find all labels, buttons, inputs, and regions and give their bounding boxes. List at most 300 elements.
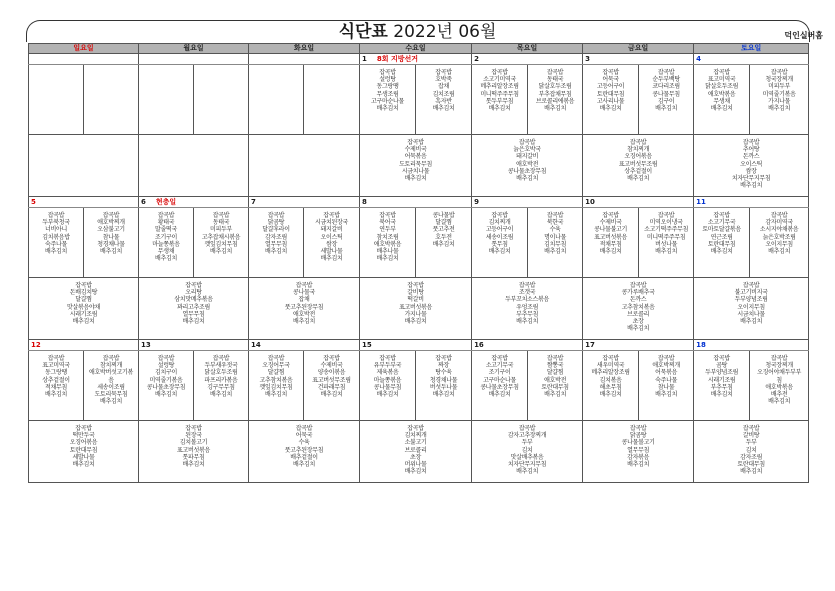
menu-item: 배추김치 <box>655 105 678 113</box>
date-number: 2 <box>474 55 479 63</box>
menu-item: 잡곡밥 <box>75 425 92 432</box>
menu-item: 꽈리고추조림 <box>177 303 211 311</box>
menu-item: 소시지야채볶음 <box>759 226 799 234</box>
menu-item: 양송이볶음 <box>317 369 346 377</box>
menu-item: 잡곡밥 <box>295 282 313 289</box>
menu-item: 잡곡밥 <box>157 355 175 362</box>
menu-item: 어묵볶음 <box>655 369 678 377</box>
weekday-header: 일요일 <box>29 44 139 54</box>
menu-item: 쌈장 <box>745 167 757 175</box>
menu-item: 북한국 <box>546 219 564 227</box>
menu-item: 너비아니 <box>45 226 67 234</box>
menu-item: 침 <box>776 376 782 384</box>
menu-item: 탕수육 <box>435 369 452 377</box>
menu-item: 배추김치 <box>768 398 791 406</box>
date-cell <box>472 340 583 351</box>
meal-menu <box>360 208 416 278</box>
menu-item: 돼지갈비 <box>516 153 539 161</box>
menu-item: 조기구이 <box>488 369 511 377</box>
date-number: 1 <box>362 55 367 63</box>
menu-item: 소고기무국 <box>485 362 514 370</box>
menu-item: 브로콜리 <box>627 310 650 318</box>
menu-item: 어묵볶음 <box>404 153 427 161</box>
menu-item: 토란대무침 <box>69 446 98 454</box>
menu-item: 순두부백탕 <box>652 76 680 84</box>
menu-item: 어묵국 <box>295 432 313 440</box>
menu-item: 참나물 <box>657 383 675 391</box>
menu-item: 돈까스 <box>742 153 760 161</box>
meal-menu <box>639 351 694 421</box>
menu-item: 잡곡밥 <box>379 355 396 362</box>
menu-item: 배추김치 <box>740 468 763 476</box>
menu-item: 고등어구이 <box>596 83 625 91</box>
menu-item: 잡곡밥 <box>657 69 675 76</box>
date-number: 16 <box>474 341 484 349</box>
meal-menu <box>583 351 639 421</box>
title-date: 2022년 06월 <box>387 22 497 42</box>
menu-item: 잡곡밥 <box>546 69 564 76</box>
menu-item: 부추무침 <box>516 310 539 318</box>
menu-item: 제육볶음 <box>376 369 399 377</box>
menu-item: 짜장 <box>438 362 450 370</box>
menu-item: 잡곡밥 <box>657 355 675 362</box>
menu-item: 달걀찜 <box>435 219 452 227</box>
menu-item: 오이지무침 <box>737 303 765 311</box>
menu-item: 갈비탕 <box>407 289 424 297</box>
meal-menu <box>29 208 84 278</box>
menu-item: 잡곡밥 <box>629 425 647 432</box>
menu-item: 김치찌개 <box>404 432 427 440</box>
menu-item: 상추겉절이 <box>624 167 652 175</box>
date-cell <box>360 54 472 65</box>
menu-item: 추어탕 <box>742 146 760 154</box>
menu-item: 잡곡밥 <box>407 282 424 289</box>
menu-item: 애호박볶음 <box>765 383 793 391</box>
menu-item: 잡곡밥 <box>546 355 564 362</box>
menu-item: 코다리조림 <box>652 83 680 91</box>
menu-item: 애호박전 <box>544 376 567 384</box>
menu-item: 잡곡밥 <box>435 355 452 362</box>
menu-item: 김치볶음밥 <box>42 233 70 241</box>
menu-item: 표고버섯무조림 <box>618 160 658 168</box>
meal-menu <box>139 278 249 340</box>
menu-item: 도토리묵무침 <box>399 160 433 168</box>
menu-item: 고추참치볶음 <box>621 303 655 311</box>
date-cell <box>360 340 472 351</box>
menu-item: 호두전 <box>435 233 452 241</box>
menu-item: 콩가루배추국 <box>621 289 655 297</box>
menu-item: 초장 <box>410 453 422 461</box>
meal-menu <box>472 278 583 340</box>
menu-item: 고추잡채시볶음 <box>201 233 241 241</box>
meal-menu <box>528 351 583 421</box>
date-number: 4 <box>696 55 701 63</box>
menu-item: 마늘쫑볶음 <box>373 376 402 384</box>
menu-item: 새우미역국 <box>596 362 625 370</box>
meal-menu <box>29 278 139 340</box>
meal-menu <box>528 65 583 135</box>
meal-menu <box>194 208 249 278</box>
meal-menu <box>416 65 472 135</box>
menu-item: 시금치된장국 <box>315 219 349 227</box>
menu-item: 닭살호두조림 <box>204 369 238 377</box>
menu-item: 배추나물 <box>376 248 399 256</box>
weekday-header: 토요일 <box>694 44 809 54</box>
menu-item: 김치 <box>745 446 757 454</box>
menu-item: 배추김치 <box>768 105 791 113</box>
menu-item: 맛살볶음야채 <box>67 303 100 311</box>
menu-item: 버섯두나물 <box>429 383 458 391</box>
menu-item: 건파래무침 <box>317 383 346 391</box>
menu-item: 배추김치 <box>710 105 733 113</box>
menu-item: 돈배김치탕 <box>69 289 98 297</box>
menu-item: 가지나물 <box>404 310 427 318</box>
menu-item: 배추김치 <box>320 255 343 263</box>
meal-menu <box>360 278 472 340</box>
menu-item: 콩나물볼고기 <box>621 439 655 447</box>
menu-item: 배추김치 <box>544 391 567 399</box>
date-row <box>29 197 809 208</box>
menu-item: 미피두부 <box>768 83 791 91</box>
menu-item: 잡곡밥 <box>267 212 285 219</box>
menu-item: 세발나물 <box>72 453 95 461</box>
menu-item: 참나물 <box>102 233 120 241</box>
menu-item: 애호박찌개 <box>652 362 680 370</box>
menu-item: 수제비국 <box>404 146 427 154</box>
meal-menu <box>416 208 472 278</box>
date-number: 17 <box>585 341 595 349</box>
menu-item: 콩나물무침 <box>652 90 680 98</box>
menu-item: 배추김치 <box>265 391 288 399</box>
menu-item: 깻잎김치무침 <box>204 240 238 248</box>
meal-menu <box>139 135 249 197</box>
menu-item: 열무무침 <box>265 240 288 248</box>
menu-item: 배추김치 <box>432 105 455 113</box>
menu-item: 톳무침 <box>491 240 508 248</box>
date-cell <box>249 54 360 65</box>
menu-item: 닭살호두조림 <box>705 83 739 91</box>
menu-item: 미역줄기볶음 <box>149 376 183 384</box>
menu-item: 배추김치 <box>740 182 763 190</box>
meal-menu <box>249 208 304 278</box>
menu-item: 소불고기 <box>404 439 427 447</box>
menu-item: 동그랑땡 <box>376 83 399 91</box>
meal-menu <box>694 421 809 483</box>
meal-menu <box>139 208 194 278</box>
menu-item: 유부두부국 <box>373 362 402 370</box>
menu-item: 두부양념조림 <box>734 296 768 304</box>
menu-item: 잡곡밥 <box>629 282 647 289</box>
menu-item: 표고버섯볶음 <box>594 233 628 241</box>
menu-item: 상추겉절이 <box>42 376 70 384</box>
menu-item: 배추김치 <box>710 248 733 256</box>
menu-item: 조갯국 <box>518 289 536 297</box>
menu-item: 숙주나물 <box>655 376 678 384</box>
menu-item: 흑자반 <box>435 97 452 105</box>
menu-item: 연두부 <box>379 226 396 234</box>
menu-item: 배추김치 <box>488 248 511 256</box>
meal-menu <box>360 65 416 135</box>
menu-item: 참치찌개 <box>100 362 122 370</box>
meal-menu <box>360 421 472 483</box>
menu-item: 배추김치 <box>599 391 622 399</box>
menu-item: 소고기무국 <box>707 219 736 227</box>
menu-item: 수제비국 <box>320 362 343 370</box>
menu-item: 토마토달걀볶음 <box>702 226 741 234</box>
menu-item: 세발나물 <box>320 248 343 256</box>
meal-menu <box>360 351 416 421</box>
menu-item: 배추김치 <box>100 248 122 256</box>
menu-item: 콩나물밥 <box>432 212 455 219</box>
menu-item: 수육 <box>549 226 561 234</box>
menu-item: 잡곡밥 <box>379 69 396 76</box>
weekday-header: 목요일 <box>472 44 583 54</box>
menu-item: 풋고추전 <box>432 226 455 234</box>
meal-menu <box>249 421 360 483</box>
menu-item: 해초무침 <box>599 383 622 391</box>
meal-menu <box>472 421 583 483</box>
menu-item: 잡곡밥 <box>770 69 788 76</box>
menu-item: 늙은호박조림 <box>762 233 796 241</box>
menu-item: 잡곡밥 <box>47 212 65 219</box>
menu-item: 적채무침 <box>599 240 622 248</box>
menu-item: 고구마순나물 <box>371 97 405 105</box>
menu-item: 배추김치 <box>627 325 650 333</box>
meal-menu <box>139 421 249 483</box>
menu-item: 감자조림 <box>265 233 288 241</box>
meal-menu <box>750 351 809 421</box>
menu-item: 미피두부 <box>210 226 233 234</box>
menu-item: 풋고추된장무침 <box>284 446 324 454</box>
menu-item: 적채무침 <box>45 383 67 391</box>
menu-item: 배추김치 <box>740 318 763 326</box>
meal-menu <box>84 65 139 135</box>
menu-item: 배추김치 <box>293 318 316 326</box>
meal-menu <box>249 65 304 135</box>
menu-item: 참치조림 <box>376 233 399 241</box>
date-number: 10 <box>585 198 595 206</box>
menu-item: 김치무침 <box>544 240 567 248</box>
menu-item: 배추전 <box>770 391 788 399</box>
menu-item: 잡곡밥 <box>435 69 452 76</box>
meal-menu <box>694 278 809 340</box>
menu-item: 동그랑땡 <box>45 369 67 377</box>
date-row <box>29 54 809 65</box>
menu-item: 배추김치 <box>182 461 205 469</box>
menu-item: 설렁탕 <box>379 76 396 84</box>
menu-item: 배추김치 <box>599 248 622 256</box>
menu-item: 두부 <box>521 439 533 447</box>
menu-item: 잡곡밥 <box>770 355 788 362</box>
menu-item: 배추김치 <box>210 391 233 399</box>
menu-item: 무생채 <box>713 97 730 105</box>
menu-item: 깻잎김치무침 <box>259 383 293 391</box>
date-cell <box>694 340 809 351</box>
menu-item: 표고미역국 <box>707 76 736 84</box>
date-number: 12 <box>31 341 41 349</box>
menu-item: 오삼불고기 <box>97 226 125 234</box>
date-cell <box>249 197 360 208</box>
menu-item: 애호박전 <box>293 310 316 318</box>
menu-item: 배추김치 <box>432 391 455 399</box>
menu-item: 콩나물불고기 <box>594 226 628 234</box>
menu-item: 김구이 <box>657 97 675 105</box>
menu-item: 배추김치 <box>45 248 67 256</box>
weekday-header: 월요일 <box>139 44 249 54</box>
menu-item: 배추김치 <box>376 255 399 263</box>
menu-item: 두부북청국 <box>42 219 70 227</box>
menu-item: 말줄떡국 <box>155 226 177 234</box>
menu-item: 배추김치 <box>516 175 539 183</box>
menu-item: 달걀찜 <box>267 369 285 377</box>
menu-item: 오리탕 <box>185 289 202 297</box>
menu-item: 감자조림 <box>740 453 763 461</box>
date-number: 13 <box>141 341 151 349</box>
menu-item: 토란대무침 <box>707 240 736 248</box>
meal-menu <box>249 278 360 340</box>
menu-item: 닭살호두조림 <box>538 83 572 91</box>
menu-item: 떡갈비 <box>407 296 424 304</box>
menu-item: 콩나물무침 <box>373 383 402 391</box>
menu-item: 잡곡밥 <box>770 212 788 219</box>
menu-item: 감자볶음 <box>627 453 650 461</box>
meal-menu <box>29 135 139 197</box>
meal-menu <box>583 421 694 483</box>
menu-item: 오징어볶음 <box>624 153 652 161</box>
menu-item: 배추김치 <box>293 461 316 469</box>
meal-menu <box>194 65 249 135</box>
menu-item: 떡만두국 <box>72 432 95 440</box>
menu-item: 배추김치 <box>404 468 427 476</box>
menu-item: 잡곡밥 <box>491 355 508 362</box>
weekday-header: 수요일 <box>360 44 472 54</box>
menu-item: 잡곡밥 <box>742 139 760 146</box>
date-number: 5 <box>31 198 36 206</box>
meal-menu <box>472 135 583 197</box>
date-number: 14 <box>251 341 261 349</box>
menu-item: 배추김치 <box>516 318 539 326</box>
menu-item: 미역오이냉국 <box>649 219 683 227</box>
menu-item: 배추김치 <box>488 391 511 399</box>
menu-item: 수육 <box>298 439 310 447</box>
menu-item: 잡곡밥 <box>102 212 120 219</box>
menu-item: 잡곡밥 <box>185 425 202 432</box>
meal-menu <box>29 351 84 421</box>
menu-item: 쌈장 <box>326 240 338 248</box>
menu-item: 달걀찜 <box>75 296 92 304</box>
menu-item: 콩나물초장무침 <box>146 383 186 391</box>
menu-item: 치자단무지무침 <box>731 175 771 183</box>
menu-item: 부추잡채무침 <box>538 90 572 98</box>
date-number: 6 <box>141 198 146 206</box>
menu-item: 배추김치 <box>182 318 205 326</box>
meal-menu <box>472 208 528 278</box>
meal-menu <box>304 351 360 421</box>
menu-item: 잡곡밥 <box>518 139 536 146</box>
menu-item: 청국장찌개 <box>765 76 793 84</box>
menu-item: 배추김치 <box>627 461 650 469</box>
menu-item: 고추참치볶음 <box>259 376 293 384</box>
meal-calendar <box>28 43 809 483</box>
date-cell <box>583 340 694 351</box>
menu-item: 맛살배추볶음 <box>510 453 544 461</box>
menu-item: 미니떡주주무침 <box>480 90 519 98</box>
date-number: 15 <box>362 341 372 349</box>
menu-item: 배추김치 <box>210 248 233 256</box>
menu-item: 오징어무국 <box>262 362 290 370</box>
meal-row-bottom <box>29 421 809 483</box>
menu-item: 두부새우젓국 <box>204 362 238 370</box>
date-cell <box>472 197 583 208</box>
menu-item: 불고기비지국 <box>734 289 768 297</box>
menu-item: 시래기조림 <box>69 310 98 318</box>
menu-item: 배추김치 <box>544 248 567 256</box>
menu-item: 마늘쫑볶음 <box>152 240 180 248</box>
meal-menu <box>694 351 750 421</box>
date-cell <box>139 197 249 208</box>
meal-row-bottom <box>29 135 809 197</box>
menu-item: 잡곡밥 <box>657 212 675 219</box>
menu-item: 애호박볶음 <box>707 90 736 98</box>
weekday-header: 화요일 <box>249 44 360 54</box>
menu-item: 된장국 <box>185 432 202 440</box>
menu-item: 잡곡밥 <box>518 282 536 289</box>
meal-menu <box>360 135 472 197</box>
date-number: 11 <box>696 198 706 206</box>
menu-item: 조기구이 <box>155 233 177 241</box>
menu-item: 세송이조림 <box>485 233 514 241</box>
menu-item: 부추무침 <box>710 383 733 391</box>
menu-item: 참치찌개 <box>627 146 650 154</box>
holiday-label: 8회 지방선거 <box>376 55 419 63</box>
menu-item: 잡곡밥 <box>602 212 619 219</box>
menu-item: 김치 <box>521 446 533 454</box>
menu-item: 초장 <box>632 318 644 326</box>
menu-item: 잡곡밥 <box>157 212 175 219</box>
menu-item: 토란대무침 <box>737 461 765 469</box>
menu-item: 김치구이 <box>155 369 177 377</box>
date-cell <box>583 197 694 208</box>
menu-item: 표고버섯무조림 <box>312 376 351 384</box>
meal-menu <box>416 351 472 421</box>
page-title <box>0 21 835 43</box>
menu-item: 배추겉절이 <box>290 453 318 461</box>
menu-item: 잡곡밥 <box>629 139 647 146</box>
menu-item: 황태국 <box>157 219 175 227</box>
menu-item: 잡채 <box>298 296 310 304</box>
menu-item: 잡곡밥 <box>491 212 508 219</box>
menu-item: 가지나물 <box>768 97 791 105</box>
menu-item: 톳두부무침 <box>485 97 514 105</box>
meal-menu <box>194 351 249 421</box>
menu-item: 오징어야채두부부 <box>757 369 802 377</box>
menu-item: 배추김치 <box>155 391 177 399</box>
menu-item: 콩나물초장무침 <box>507 167 547 175</box>
date-cell <box>139 54 249 65</box>
date-cell <box>583 54 694 65</box>
menu-item: 잡채 <box>438 83 450 91</box>
menu-item: 잡곡밥 <box>379 212 396 219</box>
menu-item: 잡곡밥 <box>295 425 313 432</box>
meal-menu <box>84 208 139 278</box>
menu-item: 감자미역국 <box>765 219 793 227</box>
menu-item: 톳파무침 <box>182 453 205 461</box>
menu-item: 오징어볶음 <box>69 439 98 447</box>
date-cell <box>694 54 809 65</box>
menu-item: 배추김치 <box>265 248 288 256</box>
title-main: 식단표 <box>338 22 388 42</box>
menu-item: 미역줄기볶음 <box>762 90 796 98</box>
